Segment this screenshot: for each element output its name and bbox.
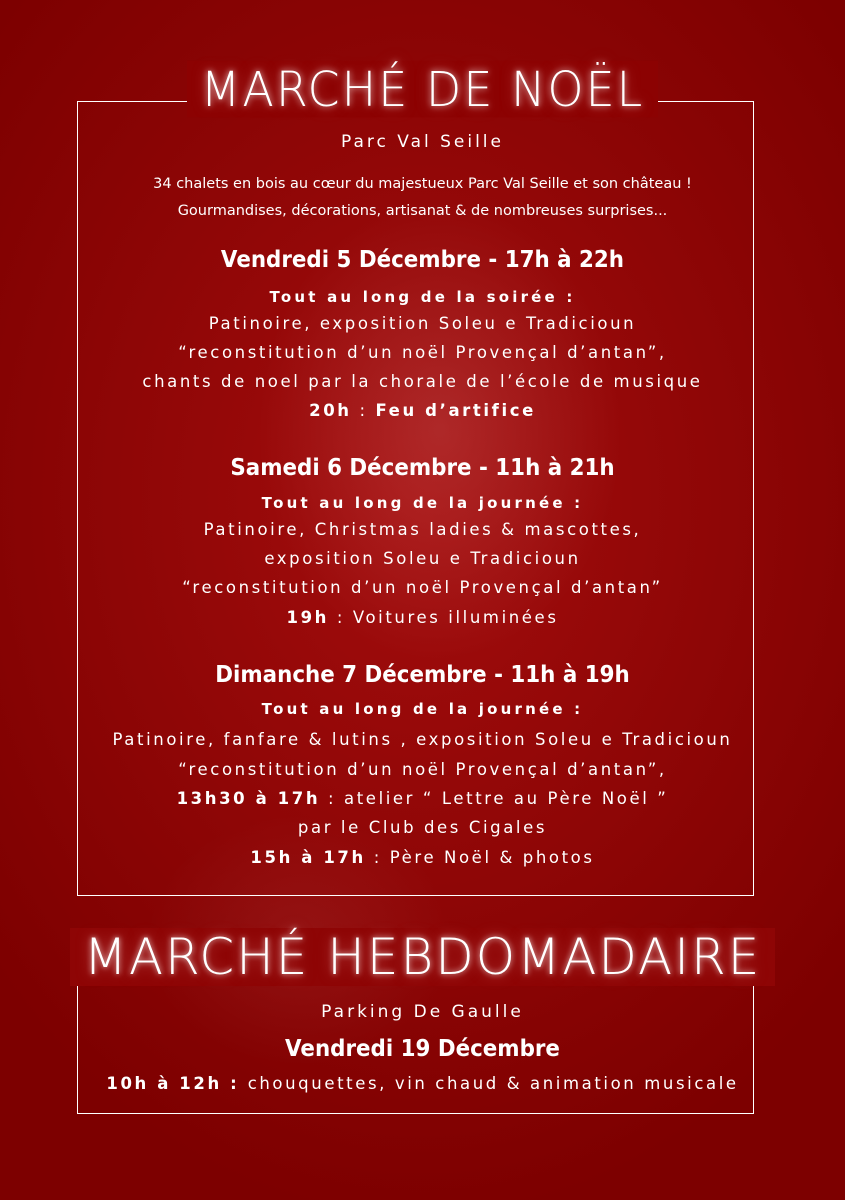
day-3-heading: Dimanche 7 Décembre - 11h à 19h (215, 662, 630, 688)
day-2-line-1: Patinoire, Christmas ladies & mascottes, (203, 520, 642, 539)
day-1-subheading: Tout au long de la soirée : (269, 288, 576, 306)
day-3-atelier: 13h30 à 17h : atelier “ Lettre au Père Noël ” (176, 789, 669, 808)
day-2-highlight: 19h : Voitures illuminées (286, 608, 559, 627)
day-1-highlight-time: 20h (309, 401, 352, 420)
day-1-highlight-text: Feu d’artifice (375, 401, 536, 420)
day-3-atelier-text: atelier “ Lettre au Père Noël ” (344, 789, 669, 808)
day-3-line-1: Patinoire, fanfare & lutins , exposition Soleu e Tradicioun (112, 730, 733, 749)
hebdo-schedule: 10h à 12h : chouquettes, vin chaud & animation musicale (106, 1074, 739, 1093)
day-2-highlight-time: 19h (286, 608, 329, 627)
noel-subtitle: Parc Val Seille (340, 132, 504, 152)
day-3-highlight-text: Père Noël & photos (389, 848, 595, 867)
day-3-highlight: 15h à 17h : Père Noël & photos (250, 848, 595, 867)
day-3-subheading: Tout au long de la journée : (261, 700, 584, 718)
day-3-highlight-time: 15h à 17h (250, 848, 366, 867)
day-1-highlight: 20h : Feu d’artifice (309, 401, 536, 420)
intro-line-2: Gourmandises, décorations, artisanat & de nombreuses surprises... (177, 203, 668, 219)
day-2-highlight-text: Voitures illuminées (352, 608, 559, 627)
day-2-line-2: exposition Soleu e Tradicioun (264, 549, 581, 568)
hebdo-schedule-time: 10h à 12h (106, 1074, 222, 1093)
day-3-atelier-time: 13h30 à 17h (176, 789, 321, 808)
day-2-subheading: Tout au long de la journée : (261, 494, 584, 512)
day-2-line-3: “reconstitution d’un noël Provençal d’antan” (182, 578, 663, 597)
day-1-line-1: Patinoire, exposition Soleu e Tradicioun (208, 314, 637, 333)
hebdo-title: MARCHÉ HEBDOMADAIRE (0, 928, 845, 986)
hebdo-date: Vendredi 19 Décembre (285, 1036, 560, 1062)
day-1-heading: Vendredi 5 Décembre - 17h à 22h (220, 247, 625, 273)
day-3-atelier-line-2: par le Club des Cigales (297, 818, 548, 837)
day-1-line-3: chants de noel par la chorale de l’école de musique (142, 372, 703, 391)
day-2-heading: Samedi 6 Décembre - 11h à 21h (230, 455, 615, 481)
day-1-line-2: “reconstitution d’un noël Provençal d’antan”, (178, 343, 667, 362)
day-3-line-2: “reconstitution d’un noël Provençal d’antan”, (178, 760, 667, 779)
noel-title: MARCHÉ DE NOËL (0, 61, 845, 118)
hebdo-location: Parking De Gaulle (321, 1002, 524, 1022)
intro-line-1: 34 chalets en bois au cœur du majestueux Parc Val Seille et son château ! (153, 176, 692, 192)
hebdo-schedule-text: chouquettes, vin chaud & animation musicale (247, 1074, 739, 1093)
